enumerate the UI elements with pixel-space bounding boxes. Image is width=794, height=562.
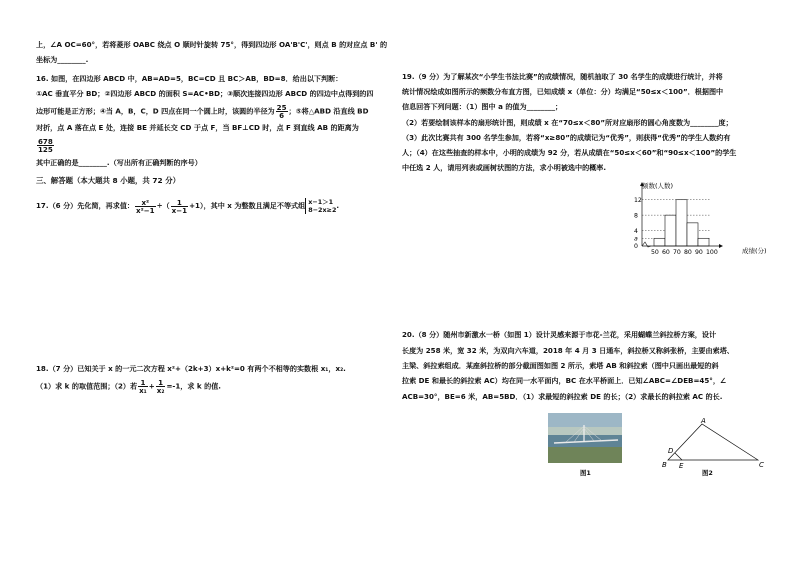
q18-f1-numerator: 1	[138, 379, 148, 387]
triangle-abc	[668, 424, 758, 460]
q16-line3-text-a: 边形可能是正方形；④当 A，B，C，D 四点在同一个圆上时，该圆的半径为	[36, 106, 275, 116]
q18-line2-text-a: （1）求 k 的取值范围；（2）若	[36, 381, 138, 391]
histogram-bar-0	[654, 238, 665, 246]
q17-f1-denominator: x²−1	[136, 205, 155, 215]
x-axis-arrow	[719, 244, 723, 248]
segment-de	[675, 453, 682, 460]
q17-f2-denominator: x−1	[171, 205, 188, 215]
q17-inequality-2: 8−2x≥2	[308, 206, 337, 214]
q18-f2-numerator: 1	[156, 379, 166, 387]
x-tick-label-0: 50	[651, 249, 659, 256]
q19-line1: 19.（9 分）为了解某次“小学生书法比赛”的成绩情况，随机抽取了 30 名学生的成绩进行统计，并将	[402, 72, 723, 81]
q16-distance-numerator: 678	[38, 137, 53, 146]
histogram-bar-3	[687, 223, 698, 246]
q19-line5: （3）此次比赛共有 300 名学生参加，若将“x≥80”的成绩记为“优秀”，则获得“优秀”的学生人数约有	[402, 133, 731, 142]
q16-line4: 对折，点 A 落在点 E 处，连接 BE 并延长交 CD 于点 F，当 BF⊥CD 时，点 F 到直线 AB 的距离为	[36, 123, 359, 132]
q20-line2: 长度为 258 米，宽 32 米，为双向六车道，2018 年 4 月 3 日通车，斜拉桥又称斜张桥，主要由索塔、	[402, 346, 734, 355]
q17-line	[36, 198, 339, 214]
q16-line2: ①AC 垂直平分 BD；②四边形 ABCD 的面积 S=AC•BD；③顺次连接四边形 ABCD 的四边中点得到的四	[36, 89, 374, 98]
score-histogram	[620, 180, 780, 260]
q18-line2-text-b: =-1，求 k 的值.	[166, 381, 221, 391]
histogram-y-axis-label: 频数(人数)	[642, 182, 674, 190]
q16-distance-denominator: 125	[38, 145, 53, 154]
y-tick-label-0: 0	[634, 243, 638, 251]
triangle-figure	[658, 416, 768, 470]
q18-line2	[36, 379, 221, 394]
q15-tail-line1: 上，∠A OC=60°，若将菱形 OABC 绕点 O 顺时针旋转 75°，得到四边形 OA'B'C'，则点 B 的对应点 B' 的	[36, 40, 388, 49]
q19-line4: （2）若要绘制该样本的扇形统计图，则成绩 x 在“70≤x＜80”所对应扇形的圆心角度数为________度；	[402, 118, 733, 127]
q16-line3	[36, 104, 368, 119]
histogram-x-axis-label: 成绩(分)	[742, 247, 767, 255]
q17-inequality-1: x−1＞1	[308, 198, 334, 206]
figure-1-caption: 图1	[580, 469, 591, 477]
q18-f2-denominator: x₂	[156, 386, 165, 395]
q18-f1-denominator: x₁	[139, 386, 147, 395]
q18-fraction-2	[156, 379, 166, 394]
x-tick-label-3: 80	[684, 249, 692, 256]
q15-tail-line2: 坐标为________.	[36, 55, 89, 64]
point-b-label: B	[662, 461, 667, 469]
bridge-photo-drawing	[548, 413, 622, 463]
q17-inequality-system	[305, 198, 336, 214]
q16-line1: 16. 如图，在四边形 ABCD 中，AB=AD=5，BC=CD 且 BC＞AB，BD=8．给出以下判断：	[36, 74, 343, 83]
y-tick-label-2: 4	[634, 227, 638, 235]
q19-line3: 信息回答下列问题：（1）图中 a 的值为________；	[402, 102, 563, 111]
histogram-bar-2	[676, 200, 687, 246]
q17-divide: ÷（	[156, 201, 170, 210]
bridge-photo	[548, 413, 622, 463]
point-a-label: A	[701, 417, 706, 425]
photo-sky	[548, 413, 622, 427]
q18-plus: +	[148, 381, 155, 391]
q20-line1: 20.（8 分）随州市新激水一桥（如图 1）设计灵感来源于市花-兰花，采用蝴蝶兰斜拉桥方案，设计	[402, 330, 717, 339]
q16-distance-fraction-line	[36, 138, 55, 153]
q17-f2-numerator: 1	[171, 199, 188, 207]
q17-fraction-1	[135, 199, 156, 214]
y-tick-label-4: 12	[634, 196, 642, 204]
point-d-label: D	[668, 447, 674, 455]
photo-bank	[548, 447, 622, 463]
point-e-label: E	[679, 462, 684, 470]
q20-line4: 拉索 DE 和最长的斜拉索 AC）均在同一水平面内，BC 在水平桥面上．已知∠ABC=∠DEB=45°，∠	[402, 376, 727, 385]
q19-line7: 中任选 2 人，请用列表或画树状图的方法，求小明被选中的概率.	[402, 163, 607, 172]
section-3-heading: 三、解答题（本大题共 8 小题，共 72 分）	[36, 176, 180, 185]
y-tick-label-3: 8	[634, 212, 638, 220]
q18-fraction-1	[138, 379, 148, 394]
q18-line1: 18.（7 分）已知关于 x 的一元二次方程 x²+（2k+3）x+k²=0 有两个不相等的实数根 x₁，x₂.	[36, 364, 346, 373]
x-tick-label-5: 100	[706, 249, 718, 256]
point-c-label: C	[759, 461, 764, 469]
q16-radius-numerator: 25	[276, 103, 287, 112]
x-tick-label-4: 90	[695, 249, 703, 256]
q20-line5: ACB=30°，BE=6 米，AB=5BD．（1）求最短的斜拉索 DE 的长；（2）求最长的斜拉索 AC 的长.	[402, 392, 723, 401]
q16-radius-denominator: 6	[279, 111, 285, 120]
q17-end: .	[336, 201, 340, 210]
photo-skyline	[548, 427, 622, 435]
y-tick-label-1: a	[634, 235, 638, 243]
histogram-bar-4	[698, 238, 709, 246]
q17-tail: +1），其中 x 为整数且满足不等式组	[189, 201, 306, 210]
q16-distance-fraction	[37, 138, 54, 153]
q16-line5: 其中正确的是________.（写出所有正确判断的序号）	[36, 158, 202, 167]
q19-line2: 统计情况绘成如图所示的频数分布直方图，已知成绩 x（单位：分）均满足“50≤x＜100”．根据图中	[402, 87, 724, 96]
q17-fraction-2	[171, 199, 188, 214]
histogram-marks	[634, 182, 723, 256]
q20-line3: 主梁、斜拉索组成．某座斜拉桥的部分截面图如图 2 所示，索塔 AB 和斜拉索（图中只画出最短的斜	[402, 361, 719, 370]
q17-prefix: 17.（6 分）先化简，再求值：	[36, 201, 135, 210]
q16-radius-fraction	[276, 104, 288, 119]
figure-2-caption: 图2	[702, 469, 713, 477]
histogram-bar-1	[665, 215, 676, 246]
x-tick-label-2: 70	[673, 249, 681, 256]
q16-line3-text-b: ；⑤将△ABD 沿直线 BD	[288, 106, 369, 116]
q17-f1-numerator: x²	[135, 199, 156, 207]
q19-line6: 人；（4）在这些抽查的样本中，小明的成绩为 92 分，若从成绩在“50≤x＜60”和“90≤x＜100”的学生	[402, 148, 737, 157]
x-tick-label-1: 60	[662, 249, 670, 256]
